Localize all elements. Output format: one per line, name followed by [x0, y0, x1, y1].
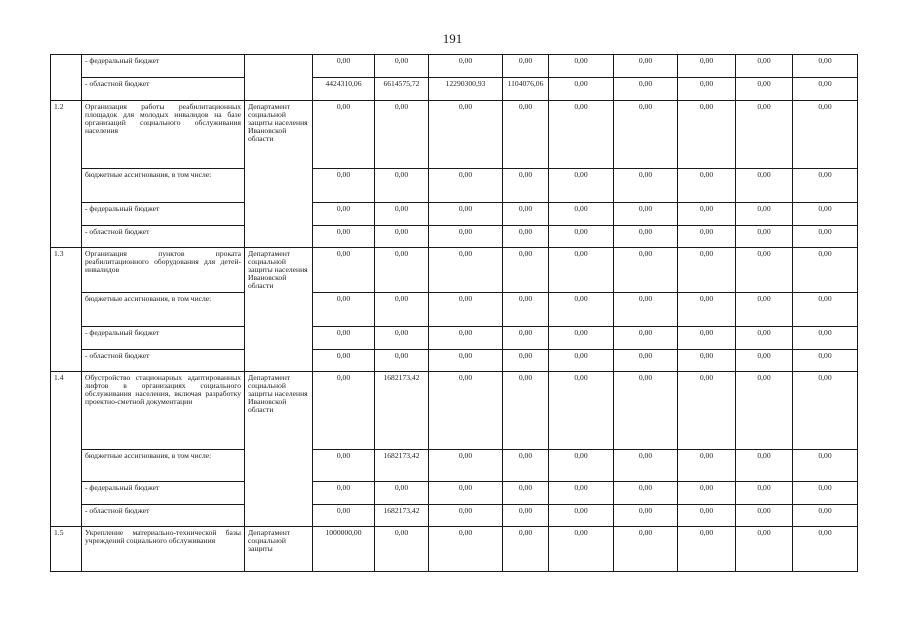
value-cell: 0,00 [313, 101, 375, 169]
value-cell: 0,00 [375, 226, 429, 248]
value-cell: 0,00 [678, 169, 736, 203]
value-cell: 0,00 [793, 372, 858, 450]
row-label: Обустройство стационарных адаптированных лифтов в организациях социального обслуживания населения, включая разработку проектно-сметной документации [82, 372, 245, 450]
value-cell: 0,00 [313, 450, 375, 482]
value-cell: 0,00 [678, 78, 736, 101]
row-label: Организация пунктов проката реабилитационного оборудования для детей-инвалидов [82, 248, 245, 293]
value-cell: 0,00 [503, 101, 549, 169]
value-cell: 0,00 [503, 450, 549, 482]
value-cell: 0,00 [313, 327, 375, 350]
value-cell: 0,00 [375, 327, 429, 350]
value-cell: 0,00 [614, 450, 678, 482]
value-cell: 0,00 [375, 203, 429, 226]
value-cell: 0,00 [736, 203, 793, 226]
value-cell: 0,00 [429, 169, 503, 203]
value-cell: 0,00 [549, 78, 614, 101]
value-cell: 0,00 [313, 372, 375, 450]
value-cell: 0,00 [614, 55, 678, 78]
value-cell: 0,00 [678, 505, 736, 527]
value-cell: 0,00 [549, 248, 614, 293]
value-cell: 0,00 [549, 203, 614, 226]
value-cell: 0,00 [793, 55, 858, 78]
value-cell: 0,00 [614, 101, 678, 169]
value-cell: 0,00 [375, 293, 429, 327]
value-cell: 0,00 [614, 527, 678, 572]
value-cell: 0,00 [503, 293, 549, 327]
value-cell: 0,00 [678, 248, 736, 293]
table-row [51, 327, 858, 350]
executor-cell: Департамент социальной защиты населения Ивановской области [245, 248, 313, 372]
value-cell: 6614575,72 [375, 78, 429, 101]
value-cell: 0,00 [503, 327, 549, 350]
value-cell: 0,00 [614, 169, 678, 203]
page-number: 191 [442, 31, 463, 46]
executor-cell: Департамент социальной защиты населения Ивановской области [245, 372, 313, 527]
executor-cell [245, 55, 313, 101]
value-cell: 0,00 [678, 372, 736, 450]
value-cell: 1682173,42 [375, 505, 429, 527]
value-cell: 0,00 [429, 450, 503, 482]
value-cell: 0,00 [503, 226, 549, 248]
value-cell: 0,00 [549, 101, 614, 169]
value-cell: 1682173,42 [375, 372, 429, 450]
value-cell: 0,00 [429, 505, 503, 527]
value-cell: 0,00 [429, 248, 503, 293]
value-cell: 0,00 [793, 350, 858, 372]
value-cell: 0,00 [375, 527, 429, 572]
value-cell: 0,00 [549, 293, 614, 327]
value-cell: 0,00 [429, 527, 503, 572]
row-label: - областной бюджет [82, 350, 245, 372]
value-cell: 0,00 [549, 505, 614, 527]
value-cell: 0,00 [503, 482, 549, 505]
row-label: - федеральный бюджет [82, 327, 245, 350]
value-cell: 0,00 [549, 226, 614, 248]
value-cell: 0,00 [429, 226, 503, 248]
value-cell: 0,00 [375, 248, 429, 293]
row-label: - федеральный бюджет [82, 203, 245, 226]
value-cell: 0,00 [503, 169, 549, 203]
value-cell: 0,00 [678, 293, 736, 327]
value-cell: 0,00 [793, 327, 858, 350]
value-cell: 0,00 [793, 78, 858, 101]
value-cell: 0,00 [429, 372, 503, 450]
value-cell: 0,00 [429, 203, 503, 226]
value-cell: 0,00 [313, 293, 375, 327]
value-cell: 0,00 [614, 505, 678, 527]
table-body [51, 55, 858, 572]
row-label: бюджетные ассигнования, в том числе: [82, 450, 245, 482]
value-cell: 0,00 [549, 372, 614, 450]
value-cell: 0,00 [678, 203, 736, 226]
table-row [51, 505, 858, 527]
value-cell: 0,00 [549, 450, 614, 482]
table-row [51, 527, 858, 572]
value-cell: 0,00 [429, 101, 503, 169]
executor-cell: Департамент социальной защиты населения Ивановской области [245, 101, 313, 248]
value-cell: 0,00 [313, 482, 375, 505]
value-cell: 0,00 [549, 482, 614, 505]
value-cell: 0,00 [793, 293, 858, 327]
value-cell: 0,00 [614, 226, 678, 248]
value-cell: 0,00 [614, 482, 678, 505]
budget-table [50, 54, 858, 572]
row-label: - областной бюджет [82, 505, 245, 527]
value-cell: 0,00 [375, 101, 429, 169]
value-cell: 0,00 [736, 450, 793, 482]
value-cell: 0,00 [375, 169, 429, 203]
value-cell: 0,00 [614, 248, 678, 293]
value-cell: 0,00 [678, 350, 736, 372]
value-cell: 0,00 [736, 78, 793, 101]
value-cell: 0,00 [793, 203, 858, 226]
value-cell: 0,00 [549, 55, 614, 78]
value-cell: 0,00 [793, 450, 858, 482]
value-cell: 0,00 [503, 350, 549, 372]
value-cell: 0,00 [503, 527, 549, 572]
value-cell: 0,00 [736, 293, 793, 327]
value-cell: 0,00 [678, 527, 736, 572]
value-cell: 0,00 [614, 203, 678, 226]
value-cell: 0,00 [549, 350, 614, 372]
row-label: бюджетные ассигнования, в том числе: [82, 169, 245, 203]
value-cell: 0,00 [429, 293, 503, 327]
value-cell: 0,00 [793, 169, 858, 203]
table-row [51, 78, 858, 101]
row-label: - федеральный бюджет [82, 55, 245, 78]
value-cell: 1682173,42 [375, 450, 429, 482]
value-cell: 0,00 [429, 327, 503, 350]
executor-cell: Департамент социальной защиты [245, 527, 313, 572]
value-cell: 0,00 [429, 350, 503, 372]
value-cell: 0,00 [678, 226, 736, 248]
value-cell: 0,00 [549, 169, 614, 203]
table-row [51, 372, 858, 450]
value-cell: 0,00 [549, 527, 614, 572]
value-cell: 0,00 [678, 101, 736, 169]
value-cell: 4424310,06 [313, 78, 375, 101]
row-label: Укрепление материально-технической базы учреждений социального обслуживания [82, 527, 245, 572]
row-label: - областной бюджет [82, 78, 245, 101]
value-cell: 0,00 [793, 101, 858, 169]
value-cell: 0,00 [429, 482, 503, 505]
value-cell: 0,00 [736, 248, 793, 293]
value-cell: 0,00 [614, 327, 678, 350]
value-cell: 0,00 [736, 101, 793, 169]
table-row [51, 203, 858, 226]
value-cell: 1000000,00 [313, 527, 375, 572]
value-cell: 0,00 [736, 226, 793, 248]
row-label: Организация работы реабилитационных площадок для молодых инвалидов на базе организаций социального обслуживания населения [82, 101, 245, 169]
table-row [51, 482, 858, 505]
value-cell: 0,00 [313, 505, 375, 527]
value-cell: 0,00 [736, 372, 793, 450]
value-cell: 0,00 [678, 327, 736, 350]
value-cell: 0,00 [614, 350, 678, 372]
value-cell: 0,00 [793, 248, 858, 293]
value-cell: 0,00 [313, 203, 375, 226]
value-cell: 0,00 [736, 505, 793, 527]
value-cell: 0,00 [375, 482, 429, 505]
value-cell: 0,00 [503, 505, 549, 527]
value-cell: 0,00 [313, 55, 375, 78]
value-cell: 0,00 [793, 226, 858, 248]
item-number: 1.5 [51, 527, 82, 572]
table-row [51, 293, 858, 327]
value-cell: 0,00 [313, 350, 375, 372]
value-cell: 0,00 [503, 203, 549, 226]
row-label: бюджетные ассигнования, в том числе: [82, 293, 245, 327]
value-cell: 0,00 [736, 169, 793, 203]
item-number-cell [51, 55, 82, 101]
table-row [51, 248, 858, 293]
table-row [51, 55, 858, 78]
value-cell: 0,00 [313, 226, 375, 248]
value-cell: 0,00 [678, 482, 736, 505]
item-number: 1.2 [51, 101, 82, 248]
table-row [51, 169, 858, 203]
table-row [51, 350, 858, 372]
value-cell: 0,00 [549, 327, 614, 350]
value-cell: 1104076,06 [503, 78, 549, 101]
value-cell: 0,00 [736, 482, 793, 505]
value-cell: 0,00 [793, 527, 858, 572]
value-cell: 0,00 [736, 350, 793, 372]
value-cell: 0,00 [736, 327, 793, 350]
value-cell: 0,00 [375, 350, 429, 372]
item-number: 1.4 [51, 372, 82, 527]
value-cell: 0,00 [503, 248, 549, 293]
value-cell: 0,00 [375, 55, 429, 78]
value-cell: 0,00 [614, 293, 678, 327]
item-number: 1.3 [51, 248, 82, 372]
value-cell: 0,00 [736, 55, 793, 78]
value-cell: 0,00 [736, 527, 793, 572]
table-row [51, 226, 858, 248]
value-cell: 0,00 [313, 248, 375, 293]
value-cell: 0,00 [793, 505, 858, 527]
value-cell: 12290300,93 [429, 78, 503, 101]
value-cell: 0,00 [313, 169, 375, 203]
value-cell: 0,00 [503, 55, 549, 78]
table-row [51, 450, 858, 482]
value-cell: 0,00 [503, 372, 549, 450]
value-cell: 0,00 [793, 482, 858, 505]
row-label: - федеральный бюджет [82, 482, 245, 505]
table-row [51, 101, 858, 169]
value-cell: 0,00 [614, 372, 678, 450]
value-cell: 0,00 [429, 55, 503, 78]
value-cell: 0,00 [678, 55, 736, 78]
row-label: - областной бюджет [82, 226, 245, 248]
value-cell: 0,00 [614, 78, 678, 101]
value-cell: 0,00 [678, 450, 736, 482]
